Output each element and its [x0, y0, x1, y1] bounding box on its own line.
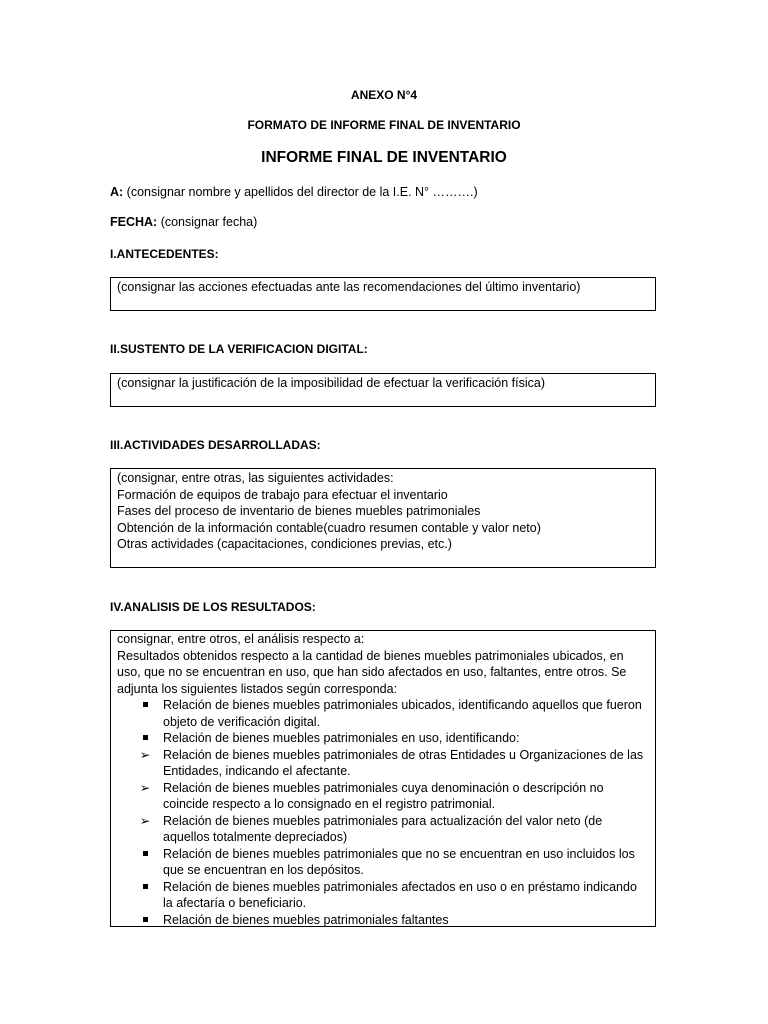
square-bullet-icon — [139, 846, 151, 863]
annex-label: ANEXO N°4 — [350, 88, 418, 102]
results-item — [117, 747, 649, 780]
results-item — [117, 846, 649, 879]
square-bullet-icon — [139, 912, 151, 929]
to-value: (consignar nombre y apellidos del director de la I.E. N° ……….) — [123, 185, 478, 199]
to-label: A: — [110, 185, 124, 199]
arrow-bullet-icon: ➢ — [139, 780, 151, 795]
results-item — [117, 780, 649, 813]
date-field — [110, 215, 257, 229]
section-2-box — [110, 373, 656, 407]
square-bullet-icon — [139, 697, 151, 714]
activity-line: Obtención de la información contable(cuadro resumen contable y valor neto) — [117, 520, 541, 535]
results-item-text: Relación de bienes muebles patrimoniales afectados en uso o en préstamo indicando la afectaría o beneficiario. — [163, 879, 637, 910]
section-1-box — [110, 277, 656, 311]
results-item — [117, 813, 649, 846]
square-bullet-icon — [139, 730, 151, 747]
analysis-paragraph: Resultados obtenidos respecto a la cantidad de bienes muebles patrimoniales ubicados, en uso, que no se encuentran en uso, que han sido afectados en uso, faltantes, entre otros. Se adjunta los siguientes listados según corresponda: — [117, 648, 627, 696]
results-list — [117, 697, 649, 928]
section-4-box — [110, 630, 656, 927]
section-1-text: (consignar las acciones efectuadas ante las recomendaciones del último inventario) — [117, 280, 581, 294]
date-value: (consignar fecha) — [157, 215, 258, 229]
section-3-box — [110, 468, 656, 568]
arrow-bullet-icon: ➢ — [139, 747, 151, 762]
activity-line: Formación de equipos de trabajo para efectuar el inventario — [117, 487, 448, 502]
results-item-text: Relación de bienes muebles patrimoniales ubicados, identificando aquellos que fueron objeto de verificación digital. — [163, 698, 642, 729]
activity-line: Otras actividades (capacitaciones, condiciones previas, etc.) — [117, 537, 452, 551]
report-title: INFORME FINAL DE INVENTARIO — [261, 149, 507, 166]
section-1-title: I.ANTECEDENTES: — [110, 247, 219, 261]
section-2-title: II.SUSTENTO DE LA VERIFICACION DIGITAL: — [110, 342, 368, 356]
results-item-text: Relación de bienes muebles patrimoniales que no se encuentran en uso incluidos los que se encuentran en los depósitos. — [163, 846, 635, 877]
activity-line: Fases del proceso de inventario de bienes muebles patrimoniales — [117, 504, 481, 518]
to-field — [110, 185, 478, 199]
results-item-text: Relación de bienes muebles patrimoniales faltantes — [163, 912, 449, 927]
results-item — [117, 697, 649, 730]
analysis-intro: consignar, entre otros, el análisis respecto a: — [117, 632, 365, 646]
results-item-text: Relación de bienes muebles patrimoniales de otras Entidades u Organizaciones de las Entidades, indicando el afectante. — [163, 747, 644, 778]
results-item-text: Relación de bienes muebles patrimoniales cuya denominación o descripción no coincide respecto a lo consignado en el registro patrimonial. — [163, 780, 604, 811]
section-2-text: (consignar la justificación de la imposibilidad de efectuar la verificación física) — [117, 376, 545, 390]
section-4-title: IV.ANALISIS DE LOS RESULTADOS: — [110, 600, 316, 614]
results-item-text: Relación de bienes muebles patrimoniales para actualización del valor neto (de aquellos totalmente depreciados) — [163, 813, 603, 844]
format-title: FORMATO DE INFORME FINAL DE INVENTARIO — [247, 118, 521, 132]
results-item — [117, 879, 649, 912]
square-bullet-icon — [139, 879, 151, 896]
results-item — [117, 730, 649, 747]
date-label: FECHA: — [110, 215, 158, 229]
results-item — [117, 912, 649, 929]
arrow-bullet-icon: ➢ — [139, 813, 151, 828]
activity-line: (consignar, entre otras, las siguientes actividades: — [117, 471, 394, 485]
section-3-title: III.ACTIVIDADES DESARROLLADAS: — [110, 438, 321, 452]
results-item-text: Relación de bienes muebles patrimoniales en uso, identificando: — [163, 731, 520, 745]
